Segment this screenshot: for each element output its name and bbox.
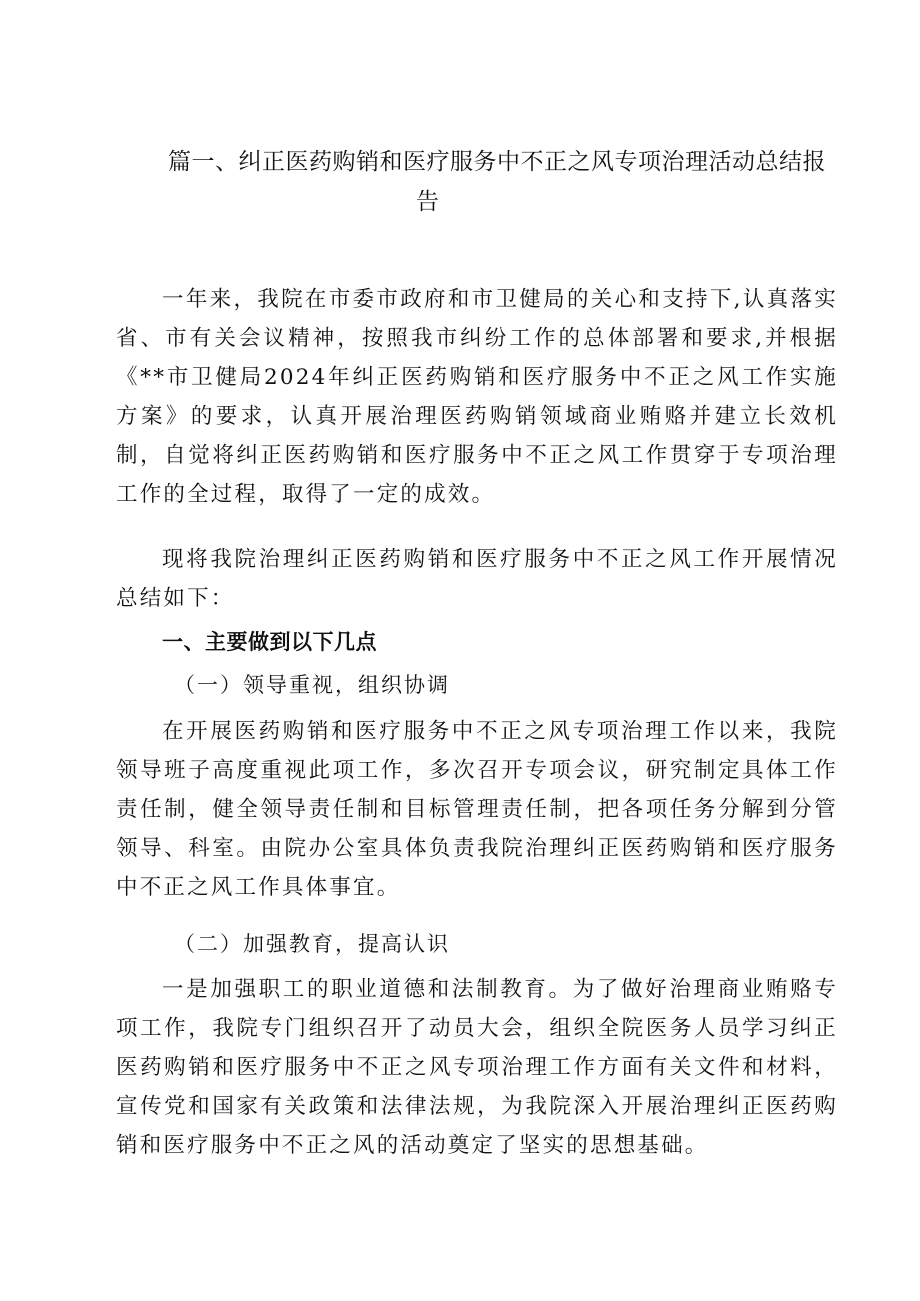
paragraph-intro: 一年来，我院在市委市政府和市卫健局的关心和支持下,认真落实省、市有关会议精神，按照我市纠纷工作的总体部署和要求,并根据《**市卫健局2024年纠正医药购销和医疗服务中不正之风工作实施方案》的要求，认真开展治理医药购销领域商业贿赂并建立长效机制，自觉将纠正医药购销和医疗服务中不正之风工作贯穿于专项治理工作的全过程，取得了一定的成效。 [116,287,838,507]
title-line-2: 告 [416,189,440,215]
section-heading-1: 一、主要做到以下几点 [162,630,377,654]
paragraph-leadership: 在开展医药购销和医疗服务中不正之风专项治理工作以来，我院领导班子高度重视此项工作，多次召开专项会议，研究制定具体工作责任制，健全领导责任制和目标管理责任制，把各项任务分解到分管领导、科室。由院办公室具体负责我院治理纠正医药购销和医疗服务中不正之风工作具体事宜。 [116,719,838,900]
paragraph-education: 一是加强职工的职业道德和法制教育。为了做好治理商业贿赂专项工作，我院专门组织召开了动员大会，组织全院医务人员学习纠正医药购销和医疗服务中不正之风专项治理工作方面有关文件和材料，宣传党和国家有关政策和法律法规，为我院深入开展治理纠正医药购销和医疗服务中不正之风的活动奠定了坚实的思想基础。 [116,977,838,1158]
subheading-education: （二）加强教育，提高认识 [174,932,450,956]
subheading-leadership: （一）领导重视，组织协调 [174,673,450,697]
document-title [168,142,848,222]
title-line-1: 篇一、纠正医药购销和医疗服务中不正之风专项治理活动总结报 [168,149,826,175]
paragraph-summary-lead: 现将我院治理纠正医药购销和医疗服务中不正之风工作开展情况总结如下： [116,547,838,611]
